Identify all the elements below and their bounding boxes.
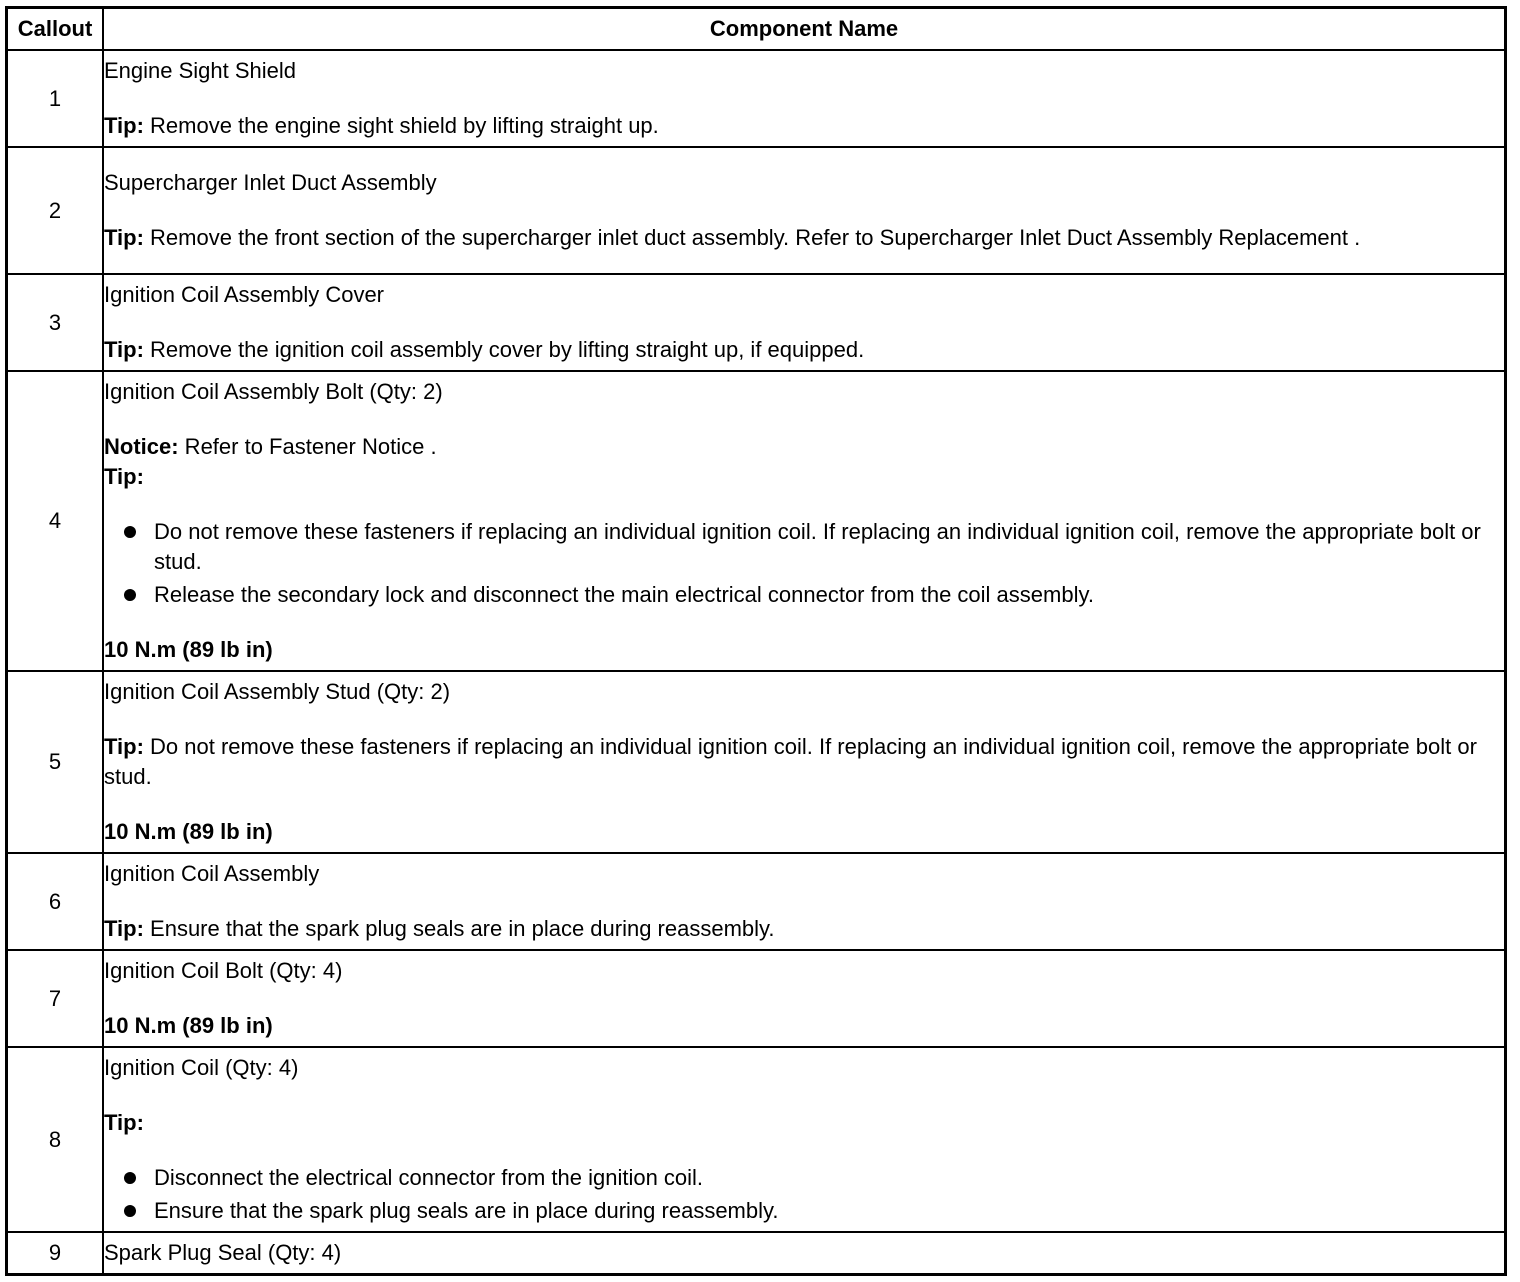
tip-body: Remove the ignition coil assembly cover by lifting straight up, if equipped. [143,337,865,362]
torque-spec: 10 N.m (89 lb in) [104,1013,273,1038]
component-cell [103,274,1506,371]
component-name: Supercharger Inlet Duct Assembly [104,170,437,195]
tip-label: Tip: [104,916,144,941]
table-row [7,853,1506,950]
tip-text [104,732,1504,792]
bullet-text: Release the secondary lock and disconnect the main electrical connector from the coil assembly. [154,582,1094,607]
component-name: Ignition Coil (Qty: 4) [104,1055,299,1080]
tip-body: Remove the front section of the supercharger inlet duct assembly. Refer to Supercharger Inlet Duct Assembly Replacement . [143,225,1361,250]
component-name: Ignition Coil Bolt (Qty: 4) [104,958,343,983]
table-row [7,671,1506,853]
component-name: Ignition Coil Assembly Stud (Qty: 2) [104,679,451,704]
table-row [7,950,1506,1047]
callout-table [5,6,1507,1276]
table-row [7,274,1506,371]
component-cell [103,853,1506,950]
component-cell [103,950,1506,1047]
component-name: Ignition Coil Assembly Bolt (Qty: 2) [104,379,443,404]
callout-number: 2 [7,147,104,274]
bullet-icon [124,1172,136,1184]
table-row [7,371,1506,671]
tip-body: Do not remove these fasteners if replacing an individual ignition coil. If replacing an individual ignition coil, remove the appropriate bolt or stud. [104,734,1477,789]
component-cell [103,671,1506,853]
header-callout: Callout [7,8,104,51]
bullet-icon [124,589,136,601]
list-item [122,1196,1504,1226]
header-row [7,8,1506,51]
tip-bullet-list [104,517,1504,610]
callout-number: 4 [7,371,104,671]
bullet-text: Disconnect the electrical connector from the ignition coil. [154,1165,704,1190]
notice-text [104,432,1504,462]
table-row [7,50,1506,147]
table-row [7,1232,1506,1274]
tip-body: Ensure that the spark plug seals are in place during reassembly. [143,916,775,941]
bullet-text: Ensure that the spark plug seals are in place during reassembly. [154,1198,779,1223]
tip-label: Tip: [104,734,144,759]
component-cell [103,147,1506,274]
list-item [122,580,1504,610]
callout-number: 3 [7,274,104,371]
list-item [122,517,1504,577]
bullet-text: Do not remove these fasteners if replacing an individual ignition coil. If replacing an individual ignition coil, remove the appropriate bolt or stud. [154,519,1481,574]
torque-spec: 10 N.m (89 lb in) [104,637,273,662]
torque-spec: 10 N.m (89 lb in) [104,819,273,844]
callout-number: 5 [7,671,104,853]
callout-number: 6 [7,853,104,950]
component-name: Ignition Coil Assembly Cover [104,282,385,307]
component-cell [103,50,1506,147]
table-row [7,147,1506,274]
callout-number: 8 [7,1047,104,1232]
tip-body: Remove the engine sight shield by lifting straight up. [143,113,659,138]
notice-body: Refer to Fastener Notice . [178,434,437,459]
bullet-icon [124,526,136,538]
component-cell [103,1232,1506,1274]
tip-label: Tip: [104,464,144,489]
tip-bullet-list [104,1163,1504,1226]
bullet-icon [124,1205,136,1217]
component-name: Spark Plug Seal (Qty: 4) [104,1239,342,1265]
callout-number: 1 [7,50,104,147]
header-component-name: Component Name [103,8,1506,51]
list-item [122,1163,1504,1193]
notice-label: Notice: [104,434,179,459]
tip-label: Tip: [104,337,144,362]
tip-text [104,335,1504,365]
tip-text [104,914,1504,944]
tip-text [104,223,1504,253]
tip-label: Tip: [104,113,144,138]
table-row [7,1047,1506,1232]
callout-number: 9 [7,1232,104,1274]
callout-number: 7 [7,950,104,1047]
tip-text [104,111,1504,141]
tip-label: Tip: [104,225,144,250]
component-name: Ignition Coil Assembly [104,861,320,886]
component-name: Engine Sight Shield [104,58,297,83]
tip-label: Tip: [104,1110,144,1135]
component-cell [103,371,1506,671]
component-cell [103,1047,1506,1232]
